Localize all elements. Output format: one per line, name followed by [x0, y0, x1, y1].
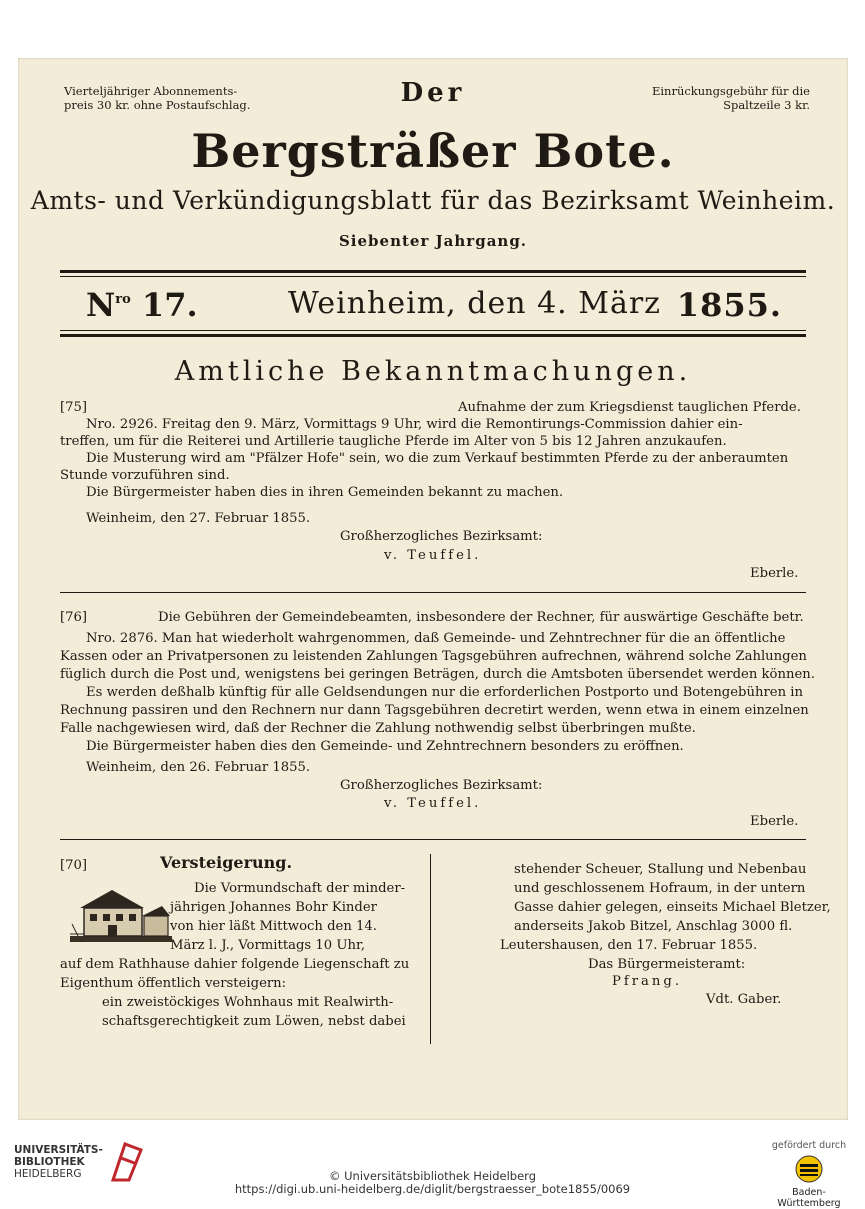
notice-70-left-7: ein zweistöckiges Wohnhaus mit Realwirth-	[102, 995, 394, 1010]
notice-70-right-4: anderseits Jakob Bitzel, Anschlag 3000 fl.	[514, 919, 793, 934]
insertion-line-2: Spaltzeile 3 kr.	[723, 98, 810, 112]
notice-76-line-2: Kassen oder an Privatpersonen zu leistenden Zahlungen Tagsgebühren aufrechnen, während solche Zahlungen	[60, 649, 807, 664]
issue-rule-thin	[60, 330, 806, 331]
masthead-der: Der	[400, 78, 466, 108]
notice-75-line-4: Stunde vorzuführen sind.	[60, 468, 230, 483]
notice-70-office: Das Bürgermeisteramt:	[588, 957, 746, 972]
notice-75-clerk: Eberle.	[750, 566, 799, 581]
notice-70-left-4: März l. J., Vormittags 10 Uhr,	[170, 938, 366, 953]
subscription-line-2: preis 30 kr. ohne Postaufschlag.	[64, 98, 251, 112]
notice-70-left-6: Eigenthum öffentlich versteigern:	[60, 976, 287, 991]
issue-year: 1855.	[676, 286, 782, 324]
notice-75-title: Aufnahme der zum Kriegsdienst tauglichen Pferde.	[458, 400, 801, 415]
issue-place-date: Weinheim, den 4. März	[288, 286, 661, 321]
notice-76-clerk: Eberle.	[750, 814, 799, 829]
footer-url[interactable]: https://digi.ub.uni-heidelberg.de/diglit/bergstraesser_bote1855/0069	[234, 1182, 631, 1196]
notice-70-date: Leutershausen, den 17. Februar 1855.	[500, 938, 758, 953]
footer-copyright: © Universitätsbibliothek Heidelberg	[328, 1169, 536, 1183]
notice-76-title: Die Gebühren der Gemeindebeamten, insbesondere der Rechner, für auswärtige Geschäfte betr.	[158, 610, 804, 625]
library-name-line-2: BIBLIOTHEK	[14, 1156, 85, 1168]
state-coat-of-arms-icon	[794, 1154, 824, 1184]
notice-70-left-1: Die Vormundschaft der minder-	[194, 881, 406, 896]
notice-70-left-3: von hier läßt Mittwoch den 14.	[170, 919, 377, 934]
notice-70-left-5: auf dem Rathhause dahier folgende Liegenschaft zu	[60, 957, 410, 972]
library-name-line-3: HEIDELBERG	[14, 1168, 82, 1180]
notice-70-right-3: Gasse dahier gelegen, einseits Michael Bletzer,	[514, 900, 831, 915]
notice-76-line-7: Die Bürgermeister haben dies den Gemeinde- und Zehntrechnern besonders zu eröffnen.	[86, 739, 684, 754]
issue-number-value: 17.	[141, 286, 198, 324]
notice-76-line-1: Nro. 2876. Man hat wiederholt wahrgenommen, daß Gemeinde- und Zehntrechner für die an öffentliche	[86, 631, 786, 646]
issue-number-prefix: N	[86, 286, 116, 324]
notice-75-authority: Großherzogliches Bezirksamt:	[340, 529, 543, 544]
notice-76-ref: [76]	[60, 610, 88, 625]
notice-76-line-3: füglich durch die Post und, wenigstens bei geringen Beträgen, durch die Amtsboten übersendet werden können.	[60, 667, 815, 682]
notice-76-date: Weinheim, den 26. Februar 1855.	[86, 760, 311, 775]
header-rule-thin	[60, 276, 806, 277]
header-rule-top	[60, 270, 806, 273]
issue-number-sup: ro	[115, 292, 131, 307]
house-woodcut-image	[70, 884, 172, 944]
newspaper-page	[18, 58, 848, 1120]
issue-number	[86, 286, 198, 324]
column-divider	[430, 854, 431, 1044]
notice-70-ref: [70]	[60, 858, 88, 873]
notice-75-line-5: Die Bürgermeister haben dies in ihren Gemeinden bekannt zu machen.	[86, 485, 564, 500]
notice-70-left-8: schaftsgerechtigkeit zum Löwen, nebst dabei	[102, 1014, 406, 1029]
notice-70-left-2: jährigen Johannes Bohr Kinder	[170, 900, 377, 915]
insertion-line-1: Einrückungsgebühr für die	[651, 84, 810, 98]
sponsor-block	[769, 1140, 849, 1209]
notice-70-right-2: und geschlossenem Hofraum, in der untern	[514, 881, 806, 896]
edition-label: Siebenter Jahrgang.	[338, 232, 528, 250]
notice-75-line-3: Die Musterung wird am "Pfälzer Hofe" sein, wo die zum Verkauf bestimmten Pferde zu der anberaumten	[86, 451, 789, 466]
masthead-subtitle: Amts- und Verkündigungsblatt für das Bezirksamt Weinheim.	[30, 186, 836, 215]
insertion-fee	[640, 84, 810, 112]
sponsor-label: gefördert durch	[771, 1140, 847, 1151]
notice-75-line-1: Nro. 2926. Freitag den 9. März, Vormittags 9 Uhr, wird die Remontirungs-Commission dahier ein-	[86, 417, 743, 432]
notice-75-signatory: v. Teuffel.	[384, 548, 482, 563]
notice-divider-1	[60, 592, 806, 593]
masthead-title: Bergsträßer Bote.	[191, 124, 675, 178]
notice-75-line-2: treffen, um für die Reiterei und Artillerie taugliche Pferde im Alter von 5 bis 12 Jahren anzukaufen.	[60, 434, 727, 449]
section-heading: Amtliche Bekanntmachungen.	[174, 356, 692, 387]
footer-citation	[0, 1170, 865, 1196]
notice-70-right-1: stehender Scheuer, Stallung und Nebenbau	[514, 862, 807, 877]
notice-70-mayor: Pfrang.	[612, 974, 683, 989]
notice-divider-2	[60, 839, 806, 840]
notice-76-line-6: Falle nachgewiesen wird, daß der Rechner die Zahlung nothwendig selbst überbringen mußte.	[60, 721, 696, 736]
notice-76-line-4: Es werden deßhalb künftig für alle Geldsendungen nur die erforderlichen Postporto und Botengebühren in	[86, 685, 803, 700]
sponsor-name: Baden-Württemberg	[777, 1187, 841, 1209]
subscription-line-1: Vierteljähriger Abonnements-	[64, 84, 238, 98]
notice-75-ref: [75]	[60, 400, 88, 415]
notice-76-signatory: v. Teuffel.	[384, 796, 482, 811]
notice-75-date: Weinheim, den 27. Februar 1855.	[86, 511, 311, 526]
notice-76-line-5: Rechnung passiren und den Rechnern nur dann Tagsgebühren decretirt werden, wenn etwa in einem einzelnen	[60, 703, 809, 718]
notice-76-authority: Großherzogliches Bezirksamt:	[340, 778, 543, 793]
notice-70-clerk: Vdt. Gaber.	[706, 992, 782, 1007]
notice-70-title: Versteigerung.	[160, 853, 293, 872]
issue-rule-bottom	[60, 334, 806, 337]
library-name-line-1: UNIVERSITÄTS-	[14, 1144, 103, 1156]
